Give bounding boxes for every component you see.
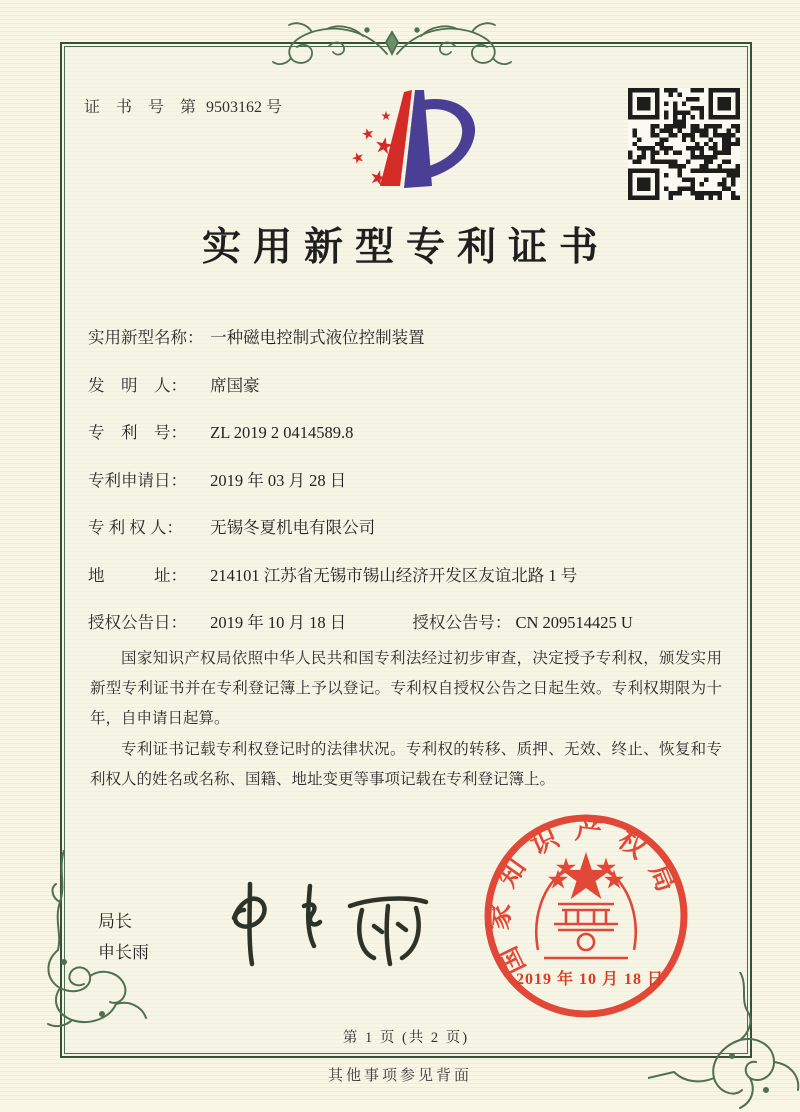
field-label: 发 明 人： xyxy=(88,375,187,395)
field-row-inventor xyxy=(88,372,730,398)
field-value: 无锡冬夏机电有限公司 xyxy=(210,518,376,537)
field-value: 席国豪 xyxy=(210,375,260,395)
field-label: 地 址： xyxy=(88,565,187,585)
commissioner-signature xyxy=(212,872,452,982)
field-value: 214101 江苏省无锡市锡山经济开发区友谊北路 1 号 xyxy=(210,565,578,585)
page-number: 第 1 页 (共 2 页) xyxy=(342,1030,470,1046)
field-row-grant-date xyxy=(88,609,730,635)
certificate-border-frame xyxy=(60,42,752,1058)
commissioner-block xyxy=(98,906,149,969)
field-value: 2019 年 10 月 18 日 xyxy=(210,613,347,632)
field-label: 专 利 号： xyxy=(88,423,187,442)
field-label: 授权公告日： xyxy=(88,613,187,632)
field-row-name xyxy=(88,324,730,350)
commissioner-title: 局长 xyxy=(98,912,132,931)
field-value: 2019 年 03 月 28 日 xyxy=(210,470,347,490)
field-row-patent-no xyxy=(88,419,730,445)
seal-ring-text: 国家知识产权局 xyxy=(483,814,688,980)
field-row-patentee xyxy=(88,514,730,540)
certificate-number-value: 9503162 xyxy=(206,99,263,116)
field-label: 实用新型名称： xyxy=(88,328,204,347)
field-value: 一种磁电控制式液位控制装置 xyxy=(210,328,425,347)
field-label: 专 利 权 人： xyxy=(88,518,183,537)
qr-code-icon xyxy=(628,88,740,200)
svg-text:国家知识产权局 xyxy=(484,813,688,979)
field-row-address xyxy=(88,562,730,588)
certificate-number-prefix: 证 书 号 第 xyxy=(84,99,203,116)
cnipa-logo-icon xyxy=(334,82,494,208)
seal-date: 2019 年 10 月 18 日 xyxy=(515,971,664,988)
top-border-ornament xyxy=(267,16,517,74)
legal-paragraph-1: 国家知识产权局依照中华人民共和国专利法经过初步审查，决定授予专利权，颁发实用新型专利证书并在专利登记簿上予以登记。专利权自授权公告之日起生效。专利权期限为十年，自申请日起算。 xyxy=(90,650,722,728)
field-value: CN 209514425 U xyxy=(515,613,633,632)
field-value: ZL 2019 2 0414589.8 xyxy=(210,423,354,442)
field-label: 授权公告号： xyxy=(412,613,512,632)
back-side-note: 其他事项参见背面 xyxy=(327,1068,472,1084)
field-list xyxy=(88,324,730,657)
legal-text xyxy=(90,644,722,795)
field-label: 专利申请日： xyxy=(88,470,187,490)
field-row-filing-date xyxy=(88,467,730,493)
certificate-number xyxy=(84,94,282,117)
legal-paragraph-2: 专利证书记载专利权登记时的法律状况。专利权的转移、质押、无效、终止、恢复和专利权人的姓名或名称、国籍、地址变更等事项记载在专利登记簿上。 xyxy=(90,740,722,788)
grant-number-pair xyxy=(412,613,632,632)
certificate-number-suffix: 号 xyxy=(266,99,283,116)
commissioner-name: 申长雨 xyxy=(98,943,149,963)
certificate-title: 实用新型专利证书 xyxy=(201,226,610,269)
